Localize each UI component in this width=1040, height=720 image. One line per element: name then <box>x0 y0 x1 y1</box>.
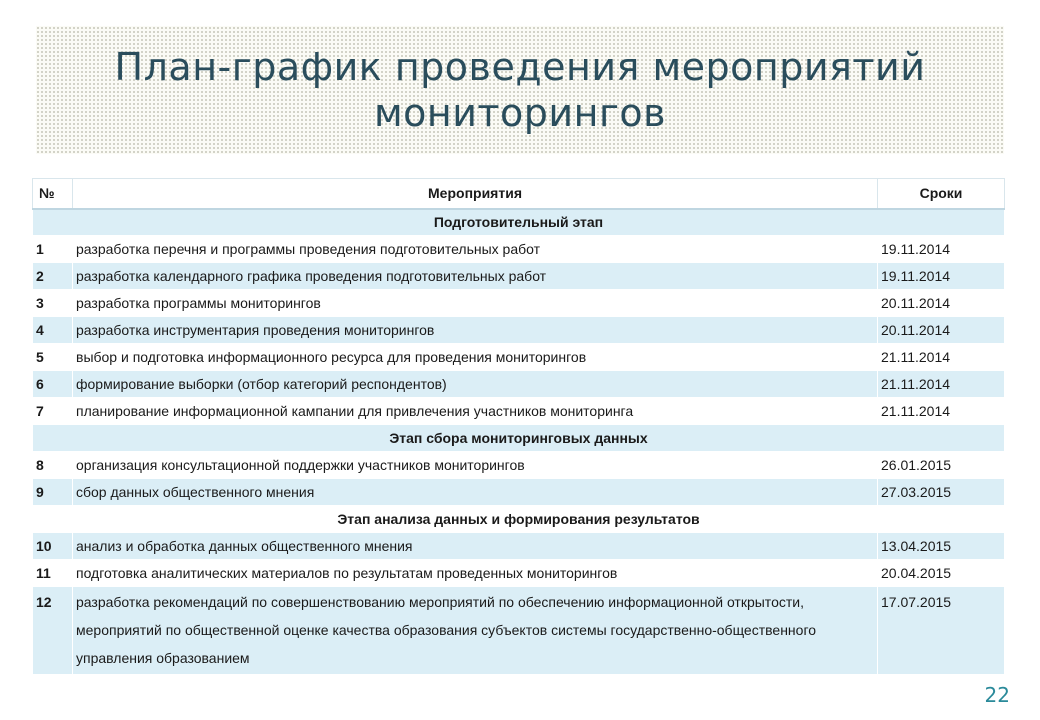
row-date: 19.11.2014 <box>878 263 1005 290</box>
slide-title-line1: План-график проведения мероприятий <box>114 45 926 89</box>
row-activity: сбор данных общественного мнения <box>73 479 878 506</box>
row-activity: разработка программы мониторингов <box>73 290 878 317</box>
row-activity: формирование выборки (отбор категорий респондентов) <box>73 371 878 398</box>
table-row <box>33 290 1005 317</box>
section-title: Подготовительный этап <box>33 209 1005 236</box>
schedule-table <box>32 178 1005 675</box>
row-activity: разработка рекомендаций по совершенствованию мероприятий по обеспечению информационной открытости, мероприятий по общественной оценке качества образования субъектов системы государственно-общественного управления образованием <box>73 587 878 675</box>
page-number: 22 <box>984 683 1010 707</box>
table-header-row <box>33 179 1005 209</box>
row-date: 13.04.2015 <box>878 533 1005 560</box>
row-date: 26.01.2015 <box>878 452 1005 479</box>
section-title: Этап анализа данных и формирования результатов <box>33 506 1005 533</box>
row-date: 20.11.2014 <box>878 317 1005 344</box>
section-row <box>33 425 1005 452</box>
table-row <box>33 263 1005 290</box>
section-row <box>33 506 1005 533</box>
row-date: 21.11.2014 <box>878 344 1005 371</box>
slide-title <box>36 44 1004 136</box>
table-body <box>33 209 1005 675</box>
row-activity: планирование информационной кампании для привлечения участников мониторинга <box>73 398 878 425</box>
row-date: 20.04.2015 <box>878 560 1005 587</box>
row-activity: разработка инструментария проведения мониторингов <box>73 317 878 344</box>
header-deadline: Сроки <box>878 179 1005 209</box>
header-num: № <box>33 179 73 209</box>
row-num: 12 <box>33 587 73 675</box>
title-band <box>36 26 1004 154</box>
table-row <box>33 371 1005 398</box>
row-date: 19.11.2014 <box>878 236 1005 263</box>
row-num: 4 <box>33 317 73 344</box>
section-row <box>33 209 1005 236</box>
row-activity: анализ и обработка данных общественного мнения <box>73 533 878 560</box>
row-num: 5 <box>33 344 73 371</box>
row-activity: организация консультационной поддержки участников мониторингов <box>73 452 878 479</box>
slide-title-line2: мониторингов <box>373 91 667 135</box>
row-num: 10 <box>33 533 73 560</box>
row-activity: разработка календарного графика проведения подготовительных работ <box>73 263 878 290</box>
row-date: 27.03.2015 <box>878 479 1005 506</box>
row-num: 1 <box>33 236 73 263</box>
table-row <box>33 533 1005 560</box>
row-num: 11 <box>33 560 73 587</box>
row-date: 17.07.2015 <box>878 587 1005 675</box>
row-num: 8 <box>33 452 73 479</box>
row-date: 20.11.2014 <box>878 290 1005 317</box>
row-date: 21.11.2014 <box>878 371 1005 398</box>
table-row <box>33 560 1005 587</box>
row-num: 2 <box>33 263 73 290</box>
header-activity: Мероприятия <box>73 179 878 209</box>
section-title: Этап сбора мониторинговых данных <box>33 425 1005 452</box>
table-row <box>33 317 1005 344</box>
row-num: 7 <box>33 398 73 425</box>
table-row <box>33 479 1005 506</box>
row-activity: разработка перечня и программы проведения подготовительных работ <box>73 236 878 263</box>
table-row <box>33 398 1005 425</box>
row-num: 6 <box>33 371 73 398</box>
row-activity: подготовка аналитических материалов по результатам проведенных мониторингов <box>73 560 878 587</box>
table-row <box>33 236 1005 263</box>
row-num: 3 <box>33 290 73 317</box>
table-row <box>33 587 1005 675</box>
table-row <box>33 452 1005 479</box>
table-row <box>33 344 1005 371</box>
row-activity: выбор и подготовка информационного ресурса для проведения мониторингов <box>73 344 878 371</box>
row-date: 21.11.2014 <box>878 398 1005 425</box>
row-num: 9 <box>33 479 73 506</box>
